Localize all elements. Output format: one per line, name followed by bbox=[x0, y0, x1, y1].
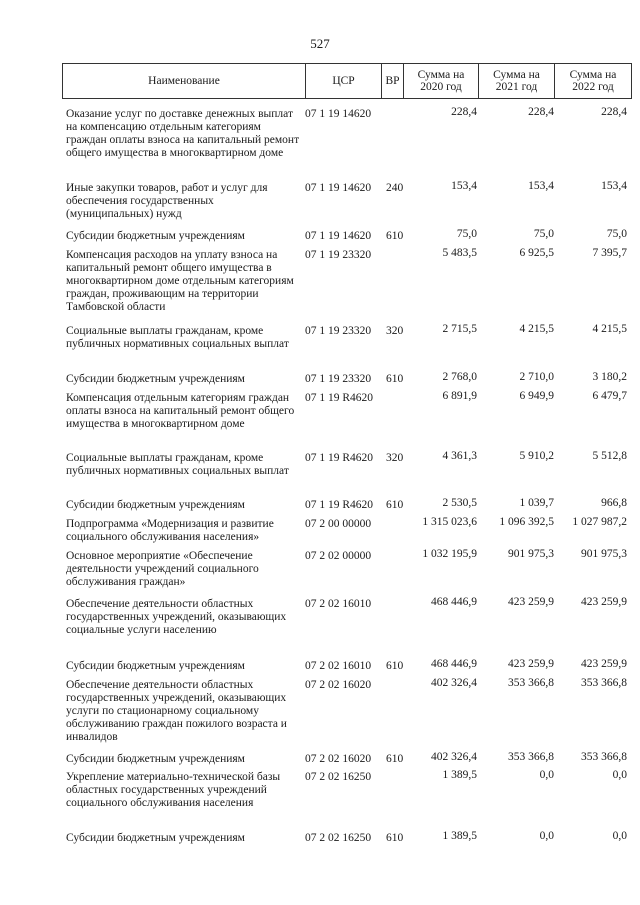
row-sum-2021: 0,0 bbox=[539, 830, 554, 842]
row-sum-2022: 5 512,8 bbox=[592, 450, 627, 462]
row-sum-2020: 6 891,9 bbox=[442, 390, 477, 402]
row-sum-2020: 4 361,3 bbox=[442, 450, 477, 462]
row-sum-2022: 1 027 987,2 bbox=[572, 516, 627, 528]
row-csr: 07 2 02 16250 bbox=[305, 832, 372, 844]
row-csr: 07 1 19 R4620 bbox=[305, 499, 374, 511]
row-csr: 07 1 19 23320 bbox=[305, 325, 372, 337]
row-sum-2022: 423 259,9 bbox=[581, 596, 627, 608]
row-name: Субсидии бюджетным учреждениям bbox=[66, 499, 245, 511]
row-name: Основное мероприятие «Обеспечение деятельности учреждений социального обслуживания граждан» bbox=[66, 550, 259, 588]
row-csr: 07 2 02 00000 bbox=[305, 550, 372, 562]
row-csr: 07 1 19 14620 bbox=[305, 108, 372, 120]
row-name: Оказание услуг по доставке денежных выплат на компенсацию отдельным категориям граждан оплаты взноса на капитальный ремонт общего имущества в многоквартирном доме bbox=[66, 108, 300, 159]
row-sum-2021: 901 975,3 bbox=[508, 548, 554, 560]
row-sum-2022: 0,0 bbox=[612, 830, 627, 842]
row-sum-2022: 153,4 bbox=[601, 180, 627, 192]
row-name: Субсидии бюджетным учреждениям bbox=[66, 660, 245, 672]
row-sum-2022: 966,8 bbox=[601, 497, 627, 509]
row-sum-2022: 3 180,2 bbox=[592, 371, 627, 383]
row-sum-2022: 901 975,3 bbox=[581, 548, 627, 560]
row-name: Подпрограмма «Модернизация и развитие социального обслуживания населения» bbox=[66, 518, 274, 543]
row-sum-2022: 4 215,5 bbox=[592, 323, 627, 335]
row-name: Укрепление материально-технической базы областных государственных учреждений социального обслуживания населения bbox=[66, 771, 281, 809]
row-name: Иные закупки товаров, работ и услуг для обеспечения государственных (муниципальных) нужд bbox=[66, 182, 268, 220]
row-sum-2021: 75,0 bbox=[533, 228, 554, 240]
row-sum-2021: 228,4 bbox=[528, 106, 554, 118]
row-name: Компенсация расходов на уплату взноса на капитальный ремонт общего имущества в многоквартирном доме отдельным категориям граждан, проживающим на территории Тамбовской области bbox=[66, 249, 294, 313]
row-sum-2021: 153,4 bbox=[528, 180, 554, 192]
row-vr: 610 bbox=[386, 499, 404, 511]
row-sum-2021: 0,0 bbox=[539, 769, 554, 781]
row-sum-2021: 353 366,8 bbox=[508, 677, 554, 689]
row-vr: 610 bbox=[386, 373, 404, 385]
row-name: Субсидии бюджетным учреждениям bbox=[66, 230, 245, 242]
row-sum-2020: 2 530,5 bbox=[442, 497, 477, 509]
page-number: 527 bbox=[310, 36, 330, 51]
row-name: Социальные выплаты гражданам, кроме публичных нормативных социальных выплат bbox=[66, 325, 289, 350]
row-csr: 07 1 19 23320 bbox=[305, 249, 372, 261]
row-sum-2021: 423 259,9 bbox=[508, 596, 554, 608]
row-name: Социальные выплаты гражданам, кроме публичных нормативных социальных выплат bbox=[66, 452, 289, 477]
row-sum-2020: 468 446,9 bbox=[431, 596, 477, 608]
row-vr: 610 bbox=[386, 230, 404, 242]
row-csr: 07 2 00 00000 bbox=[305, 518, 372, 530]
row-sum-2021: 423 259,9 bbox=[508, 658, 554, 670]
row-name: Компенсация отдельным категориям граждан оплаты взноса на капитальный ремонт общего имущества в многоквартирном доме bbox=[66, 392, 295, 430]
row-vr: 610 bbox=[386, 660, 404, 672]
row-sum-2022: 353 366,8 bbox=[581, 677, 627, 689]
row-sum-2021: 353 366,8 bbox=[508, 751, 554, 763]
row-vr: 240 bbox=[386, 182, 404, 194]
header-sum-2021: Сумма на 2021 год bbox=[479, 64, 555, 98]
header-vr: ВР bbox=[382, 64, 404, 98]
row-csr: 07 2 02 16250 bbox=[305, 771, 372, 783]
table-header bbox=[62, 63, 632, 99]
row-csr: 07 1 19 14620 bbox=[305, 182, 372, 194]
header-sum-2020: Сумма на 2020 год bbox=[404, 64, 479, 98]
row-csr: 07 2 02 16010 bbox=[305, 660, 372, 672]
row-sum-2021: 6 949,9 bbox=[519, 390, 554, 402]
row-vr: 320 bbox=[386, 452, 404, 464]
row-sum-2020: 402 326,4 bbox=[431, 677, 477, 689]
row-sum-2022: 75,0 bbox=[606, 228, 627, 240]
row-sum-2020: 1 389,5 bbox=[442, 769, 477, 781]
row-sum-2020: 75,0 bbox=[456, 228, 477, 240]
row-csr: 07 1 19 R4620 bbox=[305, 392, 374, 404]
row-sum-2020: 1 315 023,6 bbox=[422, 516, 477, 528]
row-sum-2021: 6 925,5 bbox=[519, 247, 554, 259]
row-csr: 07 1 19 14620 bbox=[305, 230, 372, 242]
row-sum-2020: 153,4 bbox=[451, 180, 477, 192]
row-name: Субсидии бюджетным учреждениям bbox=[66, 753, 245, 765]
header-csr: ЦСР bbox=[306, 64, 382, 98]
row-sum-2020: 228,4 bbox=[451, 106, 477, 118]
row-sum-2020: 402 326,4 bbox=[431, 751, 477, 763]
row-sum-2020: 1 389,5 bbox=[442, 830, 477, 842]
row-sum-2022: 0,0 bbox=[612, 769, 627, 781]
row-vr: 610 bbox=[386, 753, 404, 765]
row-sum-2022: 423 259,9 bbox=[581, 658, 627, 670]
row-name: Обеспечение деятельности областных государственных учреждений, оказывающих социальные услуги населению bbox=[66, 598, 287, 636]
row-csr: 07 1 19 R4620 bbox=[305, 452, 374, 464]
row-sum-2020: 2 768,0 bbox=[442, 371, 477, 383]
row-sum-2020: 5 483,5 bbox=[442, 247, 477, 259]
row-csr: 07 2 02 16020 bbox=[305, 753, 372, 765]
header-sum-2022: Сумма на 2022 год bbox=[569, 69, 617, 93]
row-sum-2021: 4 215,5 bbox=[519, 323, 554, 335]
row-sum-2022: 228,4 bbox=[601, 106, 627, 118]
row-csr: 07 2 02 16020 bbox=[305, 679, 372, 691]
row-sum-2022: 353 366,8 bbox=[581, 751, 627, 763]
row-vr: 610 bbox=[386, 832, 404, 844]
row-sum-2021: 1 096 392,5 bbox=[499, 516, 554, 528]
row-sum-2020: 468 446,9 bbox=[431, 658, 477, 670]
row-vr: 320 bbox=[386, 325, 404, 337]
row-name: Субсидии бюджетным учреждениям bbox=[66, 832, 245, 844]
row-sum-2021: 1 039,7 bbox=[519, 497, 554, 509]
header-name: Наименование bbox=[63, 64, 306, 98]
row-sum-2020: 1 032 195,9 bbox=[422, 548, 477, 560]
row-sum-2022: 7 395,7 bbox=[592, 247, 627, 259]
row-sum-2021: 5 910,2 bbox=[519, 450, 554, 462]
row-sum-2022: 6 479,7 bbox=[592, 390, 627, 402]
row-name: Субсидии бюджетным учреждениям bbox=[66, 373, 245, 385]
row-sum-2021: 2 710,0 bbox=[519, 371, 554, 383]
row-csr: 07 1 19 23320 bbox=[305, 373, 372, 385]
row-name: Обеспечение деятельности областных государственных учреждений, оказывающих услуги по стационарному социальному обслуживанию граждан пожилого возраста и инвалидов bbox=[66, 679, 287, 743]
row-sum-2020: 2 715,5 bbox=[442, 323, 477, 335]
row-csr: 07 2 02 16010 bbox=[305, 598, 372, 610]
